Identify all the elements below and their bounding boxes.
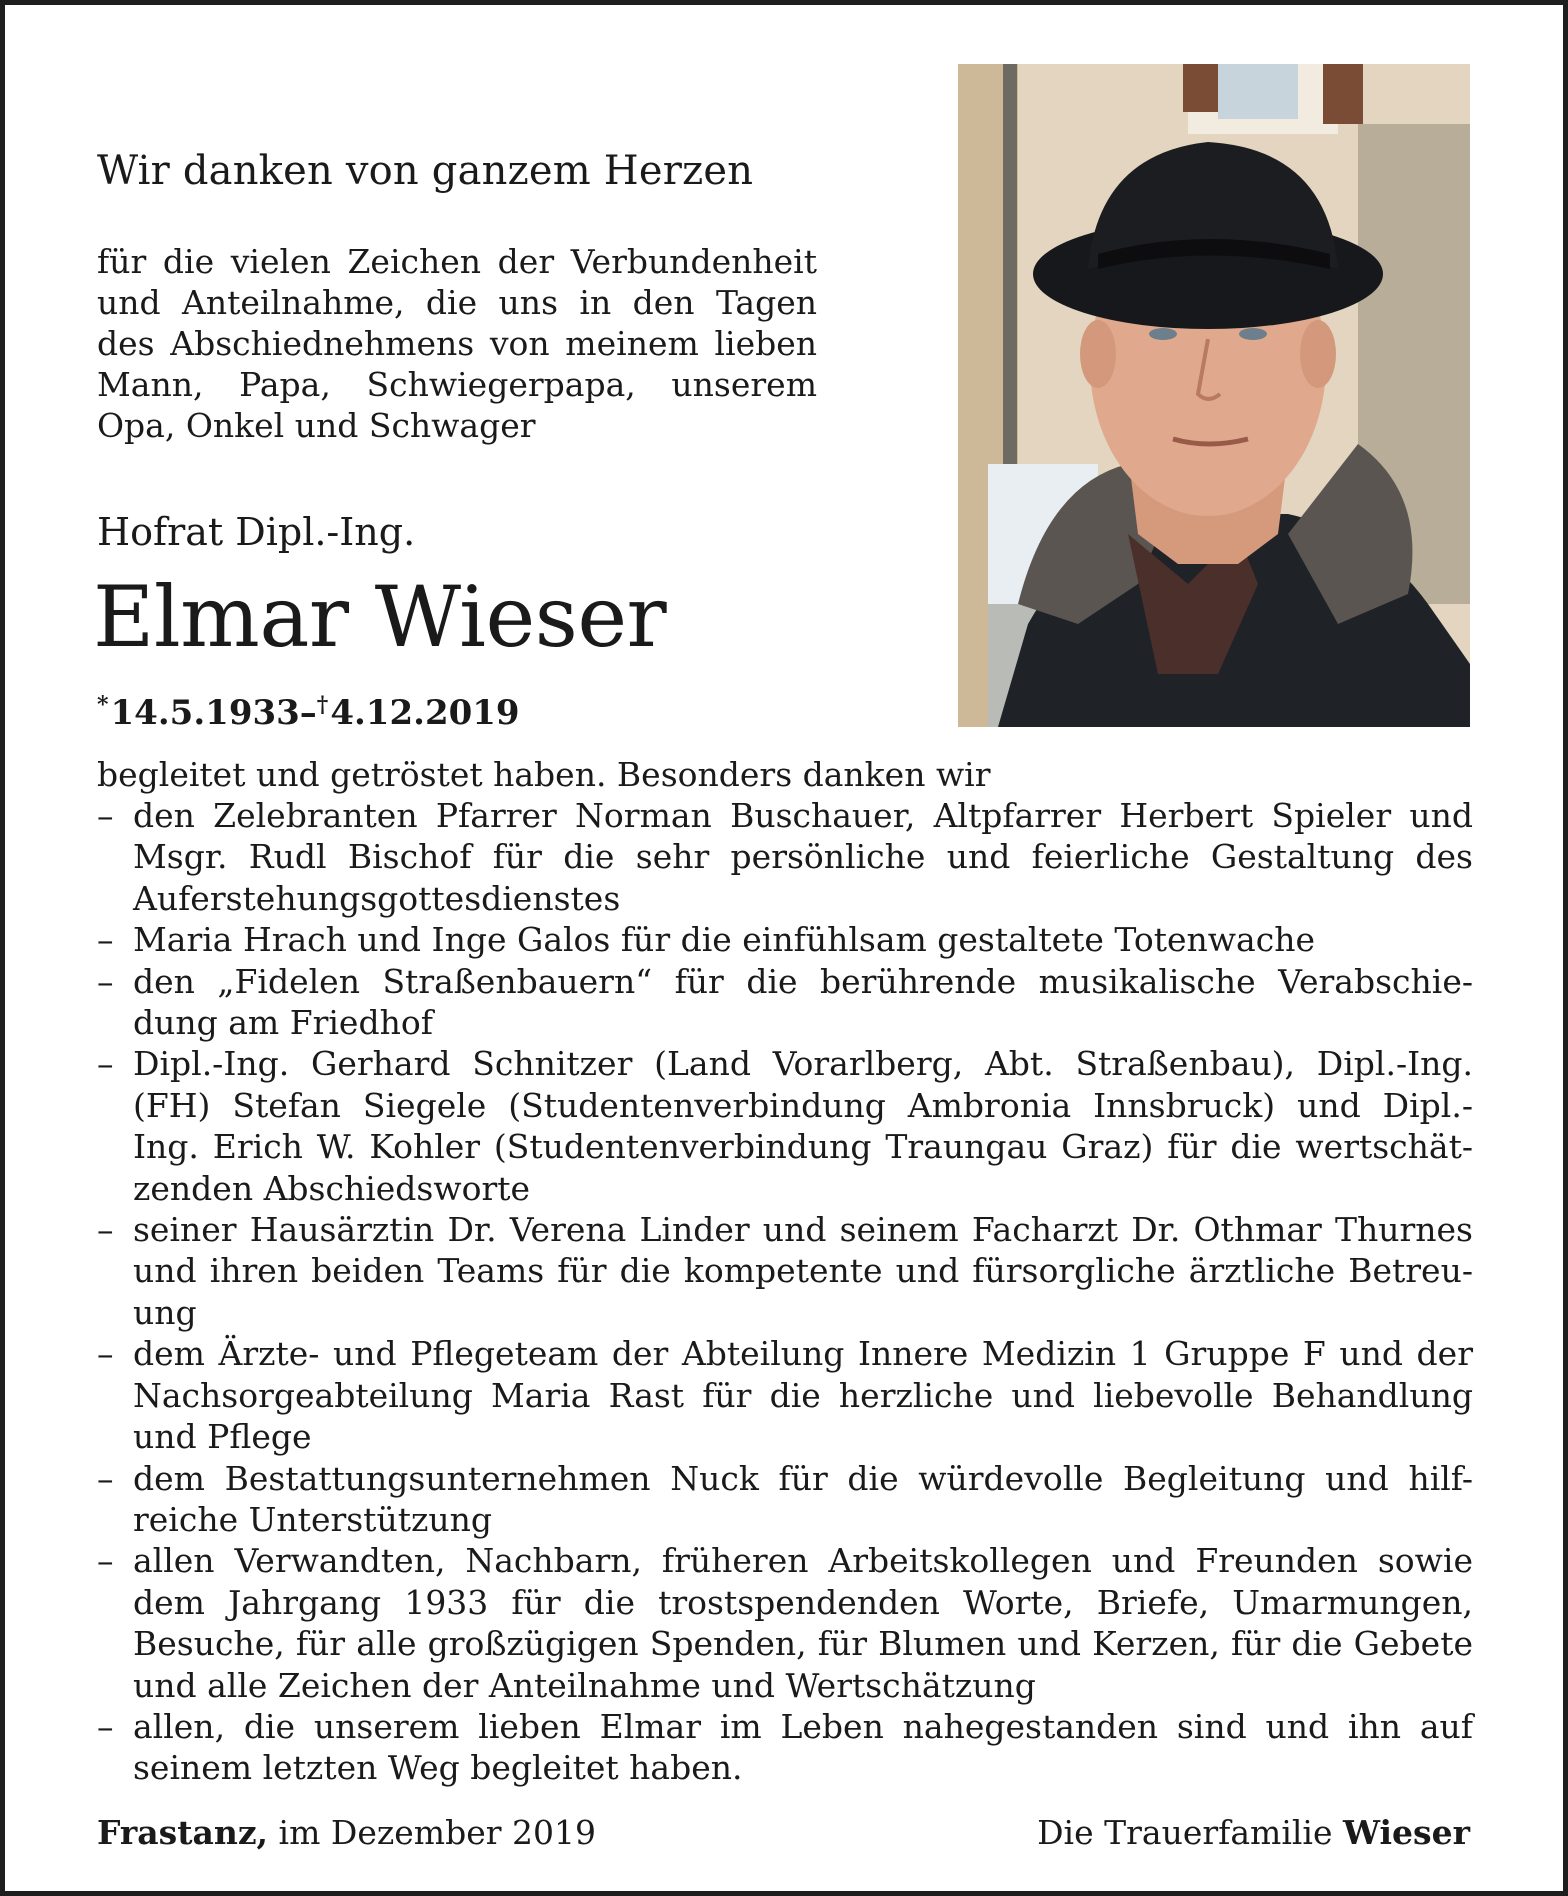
intro-paragraph <box>97 241 817 446</box>
deceased-name: Elmar Wieser <box>93 568 667 666</box>
list-line: Auferstehungsgottesdienstes <box>133 878 621 918</box>
place: Frastanz, <box>97 1813 269 1852</box>
list-line: – dem Ärzte- und Pflegeteam der Abteilung Innere Medizin 1 Gruppe F und der <box>133 1334 1473 1374</box>
intro-line: Opa, Onkel und Schwager <box>97 406 536 445</box>
life-dates <box>97 692 520 733</box>
family-name: Wieser <box>1343 1813 1470 1852</box>
heading: Wir danken von ganzem Herzen <box>97 148 754 194</box>
list-line: ung <box>133 1292 197 1332</box>
lead-sentence: begleitet und getröstet haben. Besonders danken wir <box>97 755 991 794</box>
death-symbol: † <box>316 692 329 718</box>
family-signature <box>1037 1813 1470 1852</box>
death-date: 4.12.2019 <box>330 693 520 733</box>
list-item <box>97 1540 1473 1706</box>
deceased-title: Hofrat Dipl.-Ing. <box>97 510 416 554</box>
list-item <box>97 1043 1473 1209</box>
list-line: – allen, die unserem lieben Elmar im Leben nahegestanden sind und ihn auf <box>133 1706 1473 1746</box>
list-line: Besuche, für alle großzügigen Spenden, für Blumen und Kerzen, für die Gebete <box>133 1624 1473 1664</box>
list-line: – den Zelebranten Pfarrer Norman Buschauer, Altpfarrer Herbert Spieler und <box>133 796 1473 835</box>
date-text: im Dezember 2019 <box>278 1813 596 1852</box>
list-line: (FH) Stefan Siegele (Studentenverbindung Ambronia Innsbruck) und Dipl.- <box>133 1085 1473 1125</box>
intro-line: Mann, Papa, Schwiegerpapa, unserem <box>97 365 817 404</box>
list-line: – dem Bestattungsunternehmen Nuck für die würdevolle Begleitung und hilf- <box>133 1458 1473 1498</box>
list-line: und alle Zeichen der Anteilnahme und Wertschätzung <box>133 1665 1036 1705</box>
list-item <box>97 1333 1473 1457</box>
list-line: – seiner Hausärztin Dr. Verena Linder und seinem Facharzt Dr. Othmar Thurnes <box>133 1210 1473 1250</box>
list-line: – den „Fidelen Straßenbauern“ für die berührende musikalische Verabschie- <box>133 961 1473 1001</box>
birth-date: 14.5.1933 <box>110 693 300 733</box>
list-line: dem Jahrgang 1933 für die trostspendenden Worte, Briefe, Umarmungen, <box>133 1582 1473 1622</box>
list-line: dung am Friedhof <box>133 1003 433 1043</box>
list-line: – Dipl.-Ing. Gerhard Schnitzer (Land Vorarlberg, Abt. Straßenbau), Dipl.-Ing. <box>133 1044 1473 1084</box>
list-line: und Pflege <box>133 1417 312 1457</box>
list-line: Nachsorgeabteilung Maria Rast für die herzliche und liebevolle Behandlung <box>133 1375 1473 1415</box>
list-line: und ihren beiden Teams für die kompetente und fürsorgliche ärztliche Betreu- <box>133 1251 1473 1291</box>
date-separator: – <box>299 693 317 733</box>
list-line: Ing. Erich W. Kohler (Studentenverbindung Traungau Graz) für die wertschät- <box>133 1127 1473 1167</box>
thanks-list <box>97 795 1473 1789</box>
list-item <box>97 1706 1473 1789</box>
list-line: – Maria Hrach und Inge Galos für die einfühlsam gestaltete Totenwache <box>133 920 1315 960</box>
intro-line: und Anteilnahme, die uns in den Tagen <box>97 283 817 322</box>
intro-line: für die vielen Zeichen der Verbundenheit <box>97 242 817 281</box>
list-item <box>97 795 1473 919</box>
list-item <box>97 1209 1473 1333</box>
list-line: reiche Unterstützung <box>133 1499 492 1539</box>
list-item <box>97 919 1473 960</box>
list-line: zenden Abschiedsworte <box>133 1168 531 1208</box>
place-and-date <box>97 1813 596 1852</box>
list-item <box>97 961 1473 1044</box>
intro-line: des Abschiednehmens von meinem lieben <box>97 324 817 363</box>
list-line: seinem letzten Weg begleitet haben. <box>133 1748 743 1788</box>
portrait-photo <box>958 64 1470 727</box>
list-line: – allen Verwandten, Nachbarn, früheren Arbeitskollegen und Freunden sowie <box>133 1541 1473 1581</box>
list-line: Msgr. Rudl Bischof für die sehr persönliche und feierliche Gestaltung des <box>133 837 1473 877</box>
portrait-illustration <box>958 64 1470 727</box>
list-item <box>97 1458 1473 1541</box>
family-prefix: Die Trauerfamilie <box>1037 1813 1333 1852</box>
birth-symbol: * <box>97 692 109 718</box>
